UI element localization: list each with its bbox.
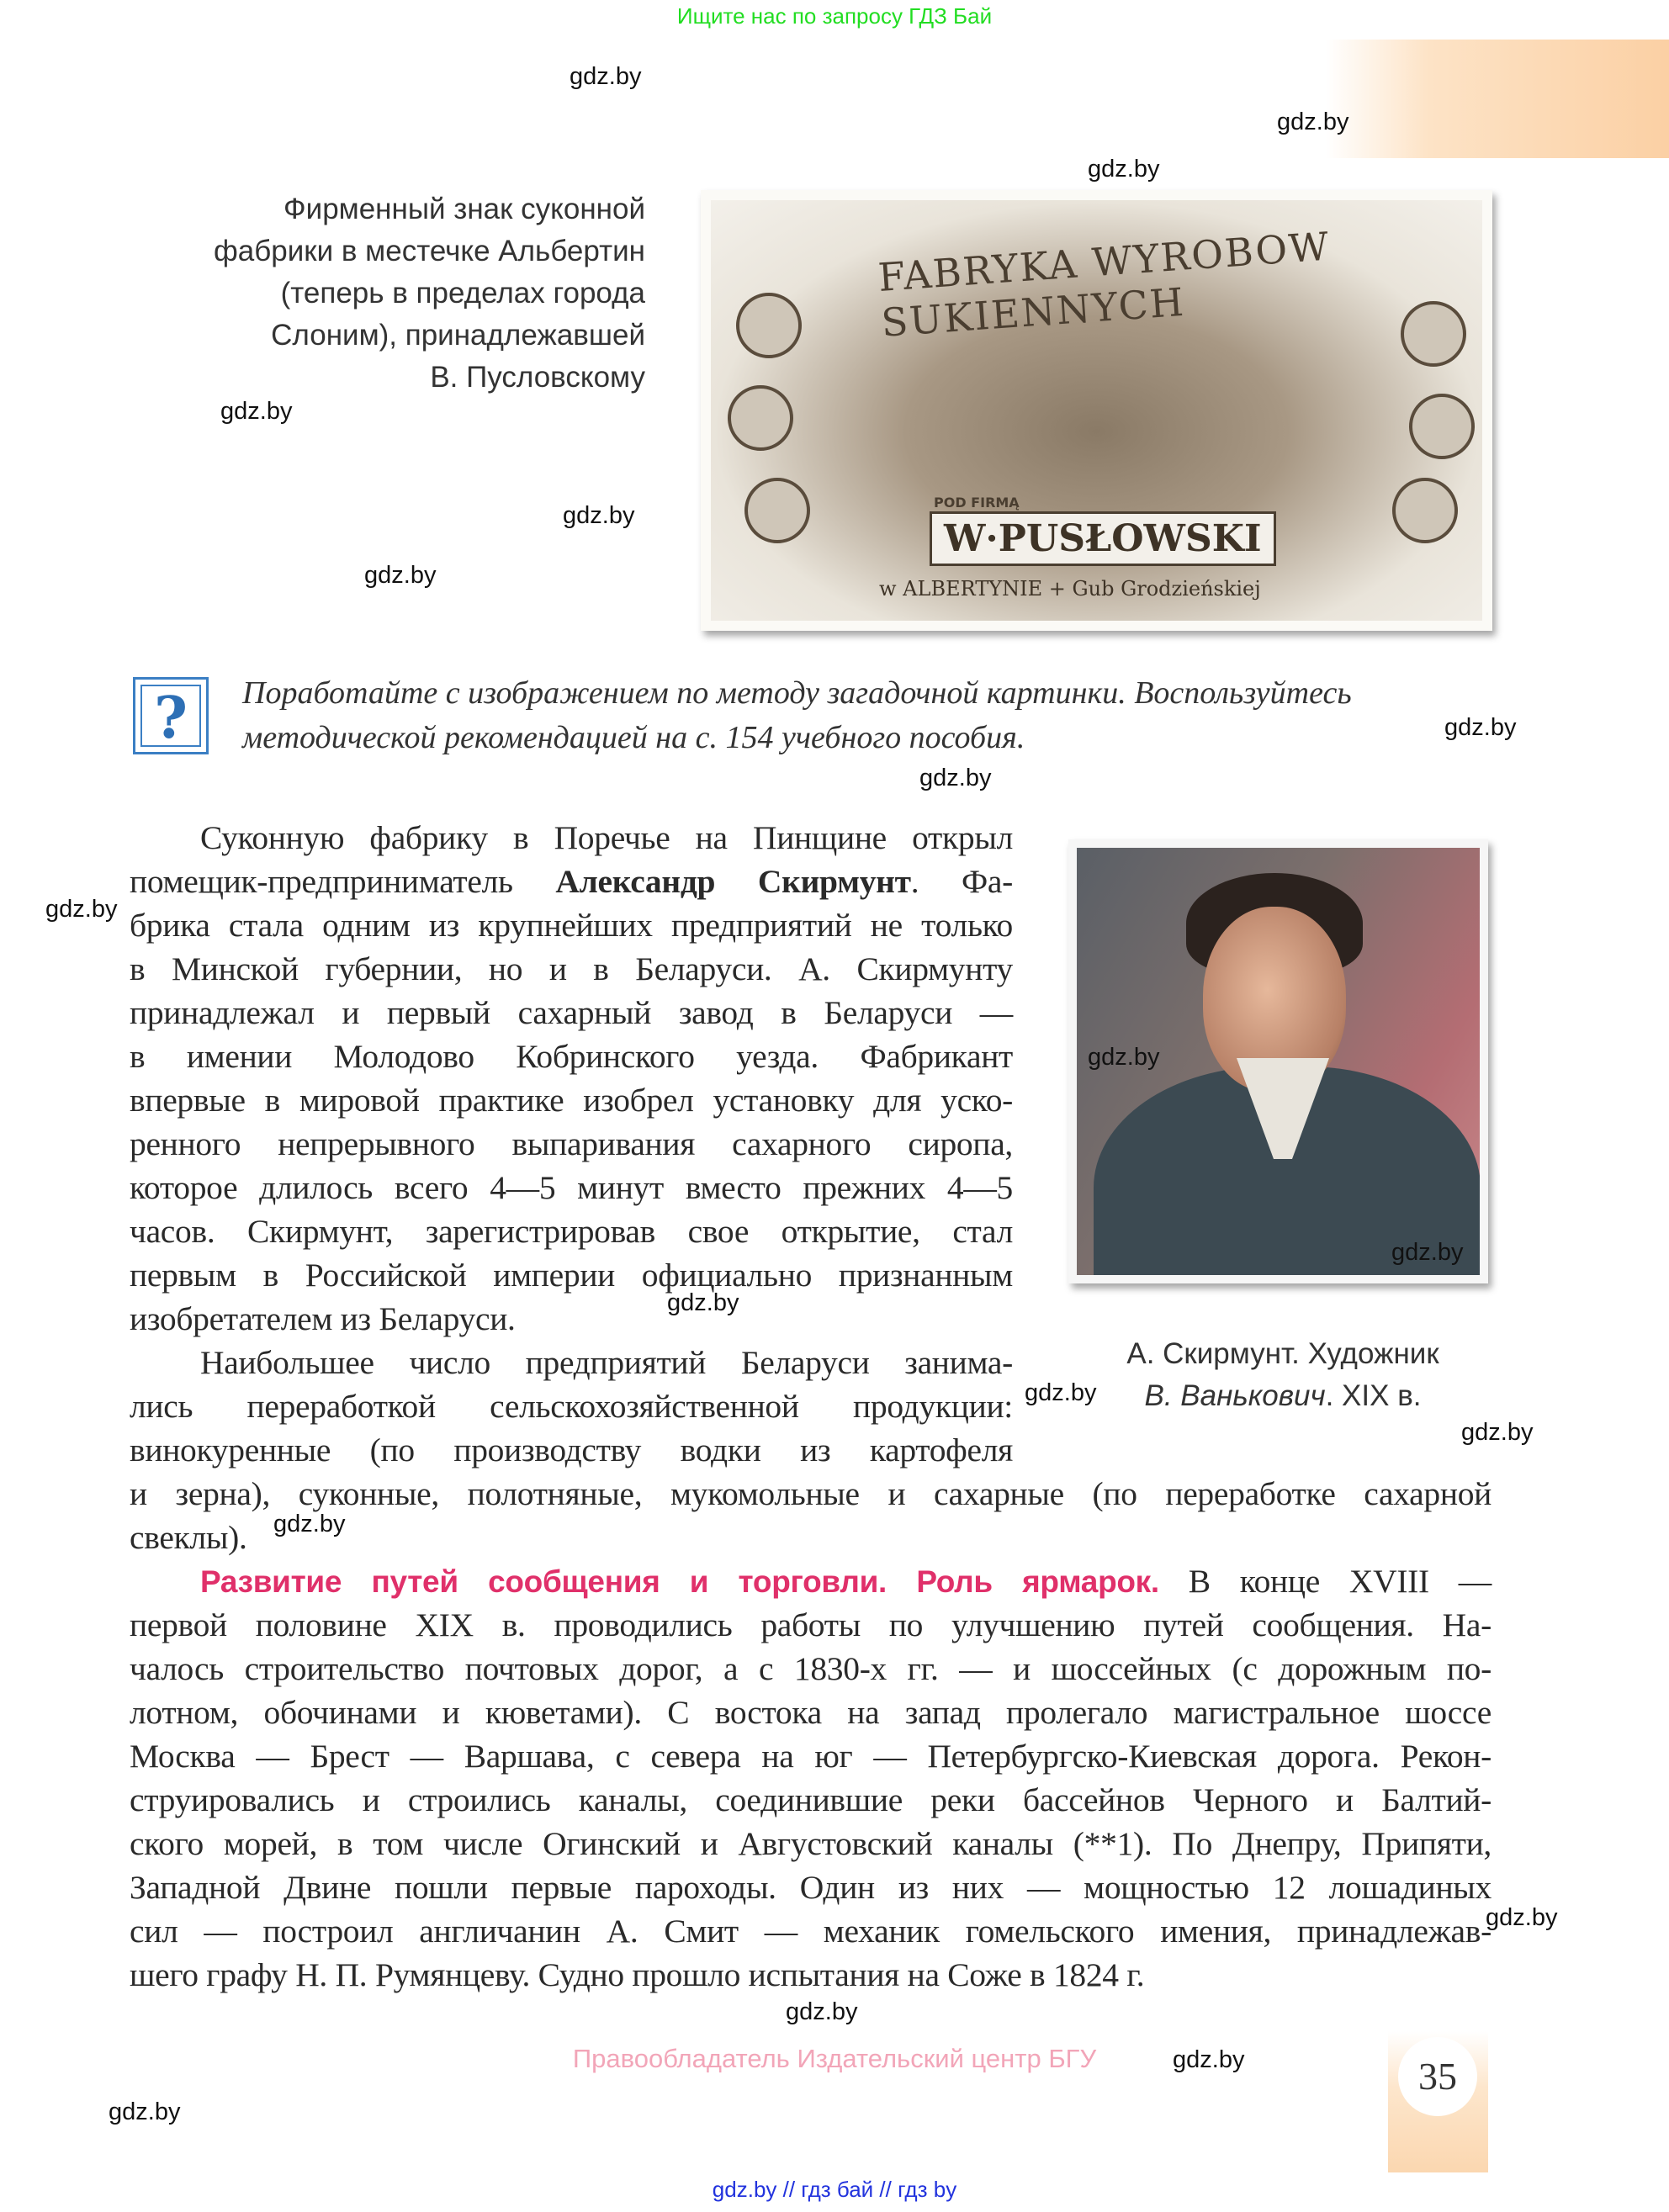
text-line (200, 816, 1013, 860)
watermark-link[interactable]: gdz.by (919, 765, 992, 791)
text-line (200, 1341, 1013, 1384)
caption-line: В. Пусловскому (430, 361, 645, 394)
text-line (130, 903, 1013, 947)
text-run: Западной Двине пошли первые пароходы. Один из них — мощностью 12 лошадиных (130, 1869, 1492, 1906)
figure-caption (126, 188, 645, 399)
caption-date: . XIX в. (1325, 1379, 1422, 1412)
task-line: методической рекомендацией на с. 154 учебного пособия. (242, 720, 1025, 755)
text-line (130, 1166, 1013, 1209)
caption-line: фабрики в местечке Альбертин (213, 235, 645, 267)
factory-trademark-image (701, 190, 1492, 631)
text-run: ренного непрерывного выпаривания сахарного сиропа, (130, 1125, 1013, 1162)
watermark-link[interactable]: gdz.by (220, 398, 293, 425)
watermark-link[interactable]: gdz.by (1025, 1379, 1097, 1406)
text-run: и зерна), суконные, полотняные, мукомольные и сахарные (по переработке сахарной (130, 1475, 1492, 1512)
text-run: свеклы). (130, 1519, 247, 1556)
text-run: принадлежал и первый сахарный завод в Беларуси — (130, 994, 1013, 1031)
text-line (200, 1559, 1492, 1604)
text-run: лотном, обочинами и кюветами). С востока на запад пролегало магистральное шоссе (130, 1694, 1492, 1731)
text-line (130, 947, 1013, 991)
text-line (130, 1647, 1492, 1691)
text-run: . Фа- (910, 863, 1013, 900)
text-line (130, 1822, 1492, 1865)
trademark-place: w ALBERTYNIE + Gub Grodzieńskiej (879, 577, 1261, 601)
bottom-links[interactable]: gdz.by // гдз бай // гдз by (712, 2177, 957, 2202)
text-run: лись переработкой сельскохозяйственной продукции: (130, 1388, 1013, 1425)
text-run: сил — построил англичанин А. Смит — механик гомельского имения, принадлежав- (130, 1913, 1492, 1950)
text-line (130, 1691, 1492, 1734)
watermark-link[interactable]: gdz.by (570, 63, 642, 90)
watermark-link[interactable]: gdz.by (1173, 2046, 1245, 2073)
text-run: которое длилось всего 4—5 минут вместо прежних 4—5 (130, 1169, 1013, 1206)
watermark-link[interactable]: gdz.by (273, 1511, 346, 1537)
text-run: Суконную фабрику в Поречье на Пинщине открыл (200, 819, 1013, 856)
text-line (130, 1909, 1492, 1953)
text-run: изобретателем из Беларуси. (130, 1300, 516, 1337)
text-line (130, 1428, 1013, 1472)
text-run: Москва — Брест — Варшава, с севера на юг — Петербургско-Киевская дорога. Рекон- (130, 1738, 1492, 1775)
section-heading: Развитие путей сообщения и торговли. Роль ярмарок. (200, 1564, 1159, 1599)
text-line (130, 1253, 1013, 1297)
text-run: брика стала одним из крупнейших предприятий не только (130, 907, 1013, 944)
medal-icon (728, 385, 793, 451)
artist-name: В. Ванькович (1144, 1379, 1326, 1412)
portrait-caption-line2 (1085, 1379, 1481, 1413)
watermark-link[interactable]: gdz.by (364, 562, 437, 589)
text-line (130, 1472, 1492, 1516)
text-run: Наибольшее число предприятий Беларуси занима- (200, 1344, 1013, 1381)
text-run: В конце XVIII — (1158, 1563, 1492, 1600)
watermark-link[interactable]: gdz.by (1088, 156, 1160, 183)
text-line (130, 1778, 1492, 1822)
watermark-link[interactable]: gdz.by (563, 502, 635, 529)
trademark-name: W·PUSŁOWSKI (930, 511, 1276, 566)
decorative-corner (1326, 40, 1669, 158)
text-run: чалось строительство почтовых дорог, а с 1830-х гг. — и шоссейных (с дорожным по- (130, 1650, 1492, 1687)
question-mark: ? (140, 685, 201, 747)
medal-icon (736, 293, 802, 358)
text-run: первой половине XIX в. проводились работы по улучшению путей сообщения. На- (130, 1606, 1492, 1643)
search-banner[interactable]: Ищите нас по запросу ГДЗ Бай (676, 3, 993, 29)
medal-icon (1409, 394, 1475, 459)
watermark-link[interactable]: gdz.by (1444, 714, 1517, 741)
text-run: часов. Скирмунт, зарегистрировав свое открытие, стал (130, 1213, 1013, 1250)
caption-line: Фирменный знак суконной (283, 193, 645, 225)
trademark-engraving (711, 200, 1482, 621)
watermark-link[interactable]: gdz.by (45, 896, 118, 923)
text-run: шего графу Н. П. Румянцеву. Судно прошло испытания на Соже в 1824 г. (130, 1956, 1145, 1993)
watermark-link[interactable]: gdz.by (667, 1289, 739, 1316)
text-line (130, 1384, 1013, 1428)
watermark-link[interactable]: gdz.by (1088, 1044, 1160, 1071)
text-line (130, 1122, 1013, 1166)
caption-line: (теперь в пределах города (280, 277, 645, 310)
watermark-link[interactable]: gdz.by (1277, 108, 1349, 135)
trademark-title: FABRYKA WYROBOW SUKIENNYCH (877, 223, 1333, 346)
text-line (130, 860, 1013, 903)
copyright-footer: Правообладатель Издательский центр БГУ (572, 2044, 1097, 2073)
text-line (130, 1734, 1492, 1778)
task-line: Поработайте с изображением по методу загадочной картинки. Воспользуйтесь (242, 675, 1352, 711)
text-run: винокуренные (по производству водки из картофеля (130, 1431, 1013, 1468)
caption-line: Слоним), принадлежавшей (271, 319, 645, 352)
medal-icon (1392, 478, 1458, 543)
watermark-link[interactable]: gdz.by (786, 1998, 858, 2025)
text-run: в Минской губернии, но и в Беларуси. А. Скирмунту (130, 950, 1013, 987)
text-run: в имении Молодово Кобринского уезда. Фабрикант (130, 1038, 1013, 1075)
text-run: ского морей, в том числе Огинский и Августовский каналы (**1). По Днепру, Припяти, (130, 1825, 1492, 1862)
watermark-link[interactable]: gdz.by (109, 2098, 181, 2125)
text-line (130, 1865, 1492, 1909)
text-run: первым в Российской империи официально признанным (130, 1257, 1013, 1294)
text-line (130, 1603, 1492, 1647)
trademark-firm-label: POD FIRMĄ (934, 495, 1020, 511)
portrait-caption-line1: А. Скирмунт. Художник (1126, 1337, 1439, 1370)
text-run: помещик-предприниматель (130, 863, 556, 900)
text-line (130, 1035, 1013, 1078)
text-line (130, 1078, 1013, 1122)
page-number: 35 (1398, 2037, 1477, 2116)
text-line (130, 991, 1013, 1035)
text-line (130, 1297, 1013, 1341)
text-run: струировались и строились каналы, соединившие реки бассейнов Черного и Балтий- (130, 1781, 1492, 1818)
text-line (130, 1953, 1492, 1997)
bold-name: Александр Скирмунт (555, 863, 911, 900)
watermark-link[interactable]: gdz.by (1391, 1239, 1464, 1266)
question-icon (133, 677, 209, 754)
medal-icon (744, 478, 810, 543)
text-line (130, 1209, 1013, 1253)
watermark-link[interactable]: gdz.by (1486, 1904, 1558, 1931)
medal-icon (1401, 301, 1466, 367)
watermark-link[interactable]: gdz.by (1461, 1419, 1534, 1446)
text-run: впервые в мировой практике изобрел установку для уско- (130, 1082, 1013, 1119)
